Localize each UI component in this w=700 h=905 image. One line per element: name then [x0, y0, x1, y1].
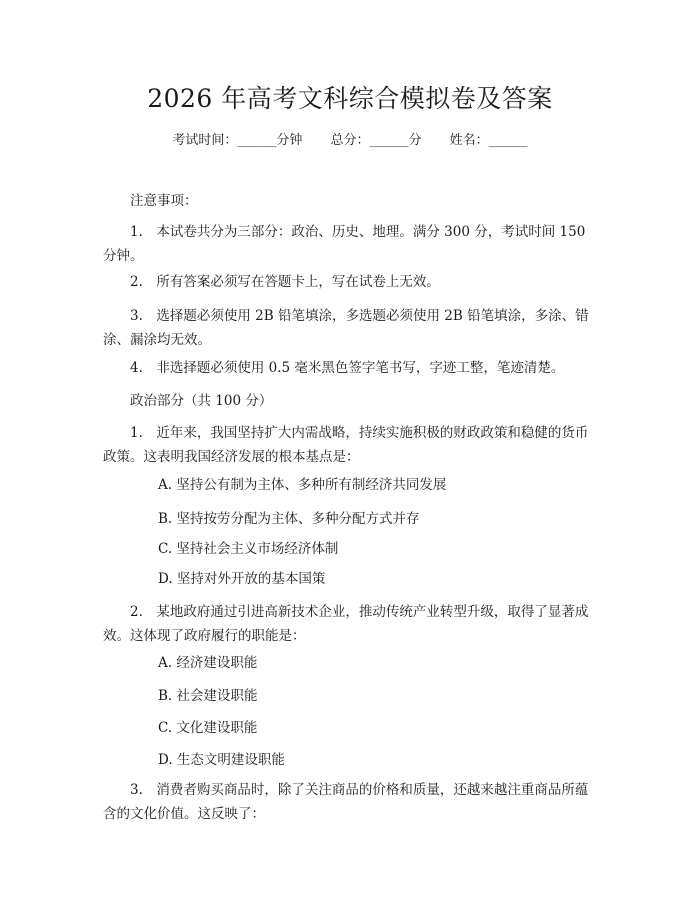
question-2-option-d: D. 生态文明建设职能	[158, 752, 285, 768]
question-2-stem: 2. 某地政府通过引进高新技术企业，推动传统产业转型升级，取得了显著成效。这体现了政府履行的职能是：	[103, 604, 589, 644]
exam-meta	[0, 131, 700, 151]
question-1-stem: 1. 近年来，我国坚持扩大内需战略，持续实施积极的财政政策和稳健的货币政策。这表明我国经济发展的根本基点是：	[103, 425, 589, 465]
notice-item-3: 3. 选择题必须使用 2B 铅笔填涂，多选题必须使用 2B 铅笔填涂，多涂、错涂、漏涂均无效。	[103, 308, 589, 348]
question-1-option-a: A. 坚持公有制为主体、多种所有制经济共同发展	[158, 477, 447, 493]
student-name-field: 姓名：______	[449, 133, 528, 148]
question-2-option-a: A. 经济建设职能	[158, 655, 258, 671]
exam-time-field: 考试时间：______分钟	[172, 133, 303, 148]
question-1-option-d: D. 坚持对外开放的基本国策	[158, 571, 326, 587]
question-1-option-b: B. 坚持按劳分配为主体、多种分配方式并存	[158, 511, 420, 527]
notice-heading: 注意事项：	[130, 193, 198, 209]
total-score-field: 总分：______分	[330, 133, 422, 148]
question-2-option-c: C. 文化建设职能	[158, 720, 258, 736]
question-1-option-c: C. 坚持社会主义市场经济体制	[158, 541, 339, 557]
question-2-option-b: B. 社会建设职能	[158, 688, 258, 704]
notice-item-4: 4. 非选择题必须使用 0.5 毫米黑色签字笔书写，字迹工整，笔迹清楚。	[130, 360, 565, 376]
notice-item-2: 2. 所有答案必须写在答题卡上，写在试卷上无效。	[130, 274, 440, 290]
page-title: 2026 年高考文科综合模拟卷及答案	[147, 84, 553, 113]
question-3-stem: 3. 消费者购买商品时，除了关注商品的价格和质量，还越来越注重商品所蕴含的文化价值。这反映了：	[103, 782, 589, 822]
section-heading: 政治部分（共 100 分）	[130, 393, 273, 409]
notice-item-1: 1. 本试卷共分为三部分：政治、历史、地理。满分 300 分，考试时间 150 分钟。	[103, 224, 586, 264]
